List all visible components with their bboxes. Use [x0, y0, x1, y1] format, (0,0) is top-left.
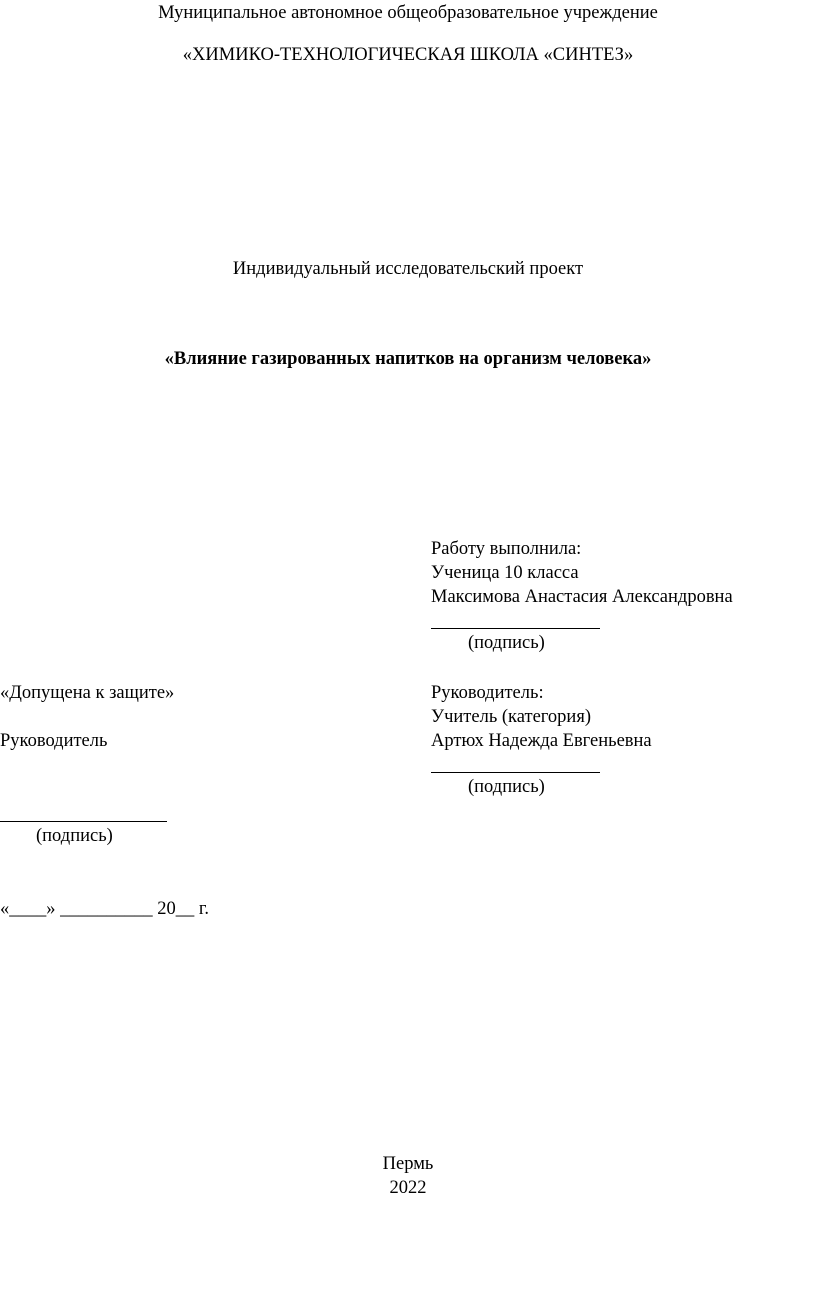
supervisor-position: Учитель (категория): [431, 707, 591, 727]
supervisor-label: Руководитель:: [431, 683, 544, 703]
supervisor-signature-caption: (подпись): [468, 777, 545, 797]
author-label: Работу выполнила:: [431, 539, 582, 559]
project-title: «Влияние газированных напитков на организм человека»: [164, 349, 652, 369]
supervisor-name: Артюх Надежда Евгеньевна: [431, 731, 652, 751]
author-name: Максимова Анастасия Александровна: [431, 587, 733, 607]
year: 2022: [389, 1178, 427, 1198]
approval-date-line: «____» __________ 20__ г.: [0, 899, 210, 919]
approval-signature-line: [0, 821, 167, 822]
approval-supervisor-label: Руководитель: [0, 731, 108, 751]
city: Пермь: [382, 1154, 434, 1174]
author-signature-caption: (подпись): [468, 633, 545, 653]
institution-line: Муниципальное автономное общеобразовательное учреждение: [158, 3, 658, 23]
approval-signature-caption: (подпись): [36, 826, 113, 846]
author-grade: Ученица 10 класса: [431, 563, 579, 583]
author-signature-line: [431, 628, 600, 629]
supervisor-signature-line: [431, 772, 600, 773]
project-type: Индивидуальный исследовательский проект: [232, 259, 584, 279]
admitted-label: «Допущена к защите»: [0, 683, 175, 703]
school-name: «ХИМИКО-ТЕХНОЛОГИЧЕСКАЯ ШКОЛА «СИНТЕЗ»: [182, 45, 634, 65]
